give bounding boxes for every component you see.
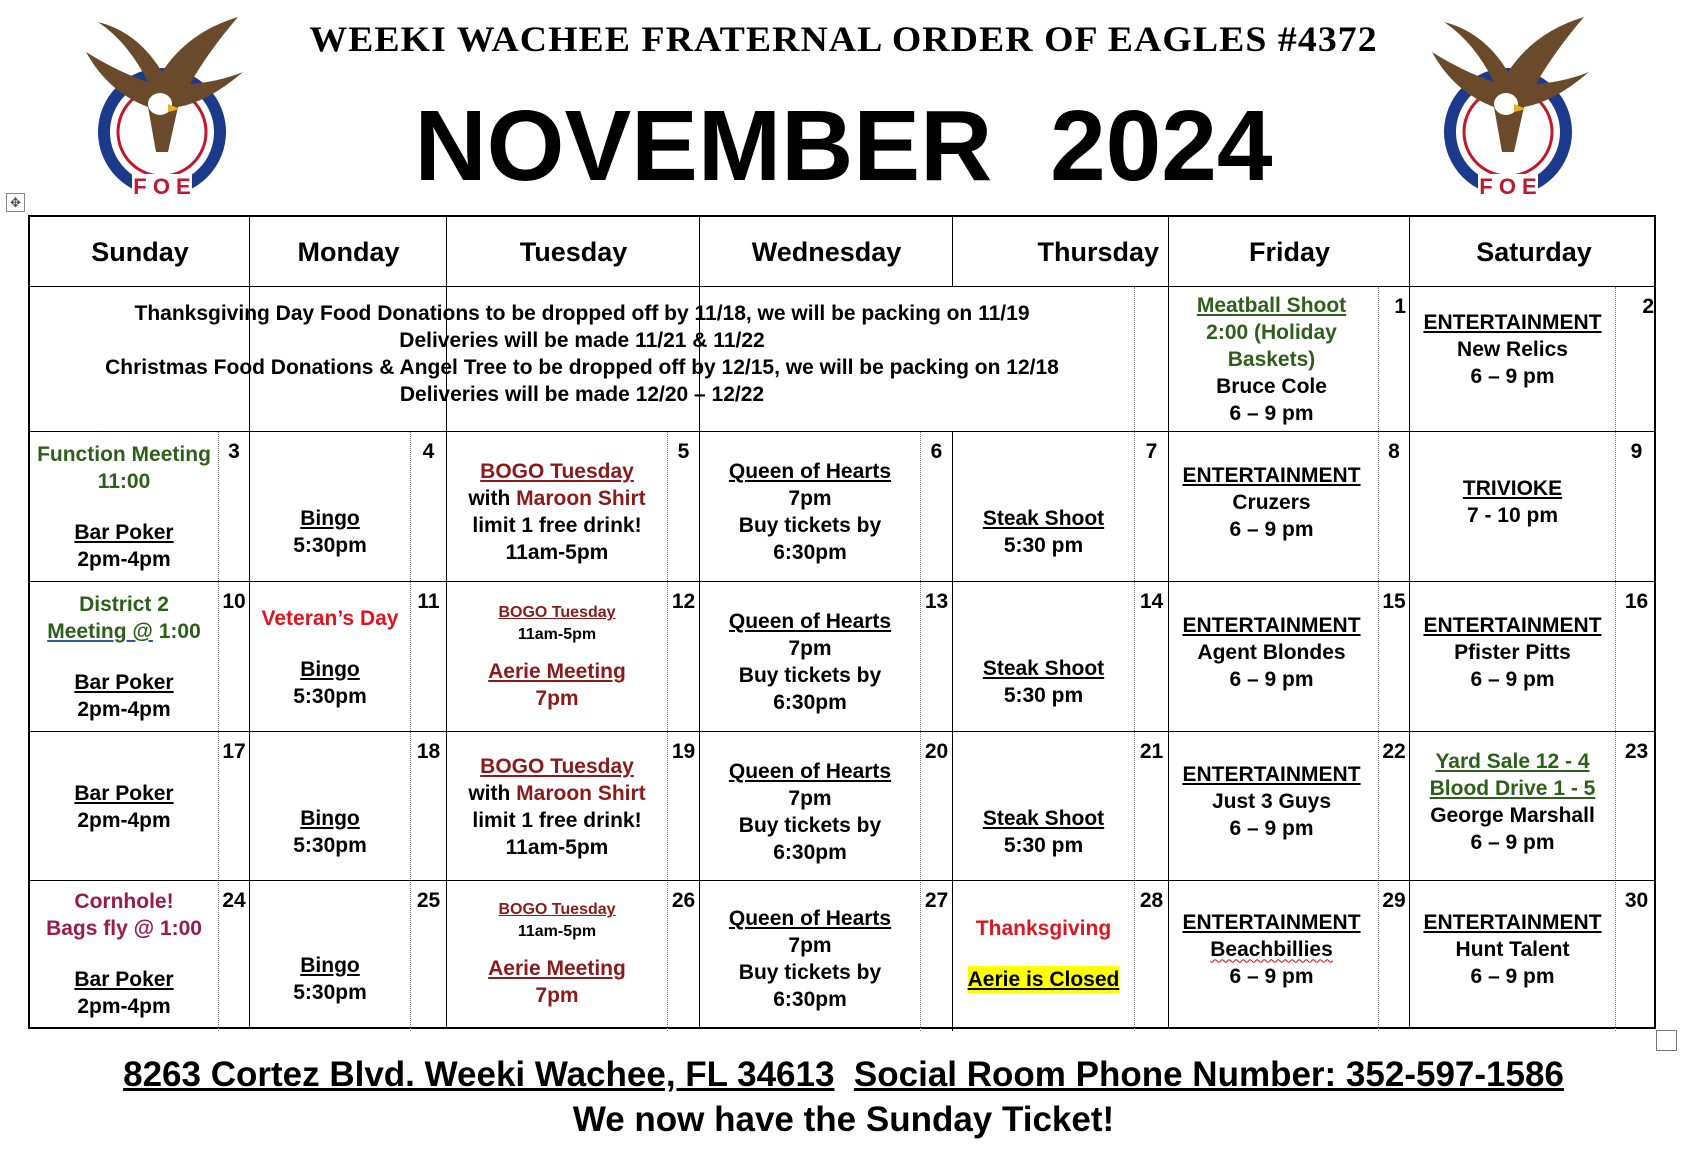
date-number: 14 [1139,590,1164,613]
date-number: 21 [1139,740,1164,763]
date-number: 5 [677,440,690,463]
event-text: Buy tickets by [738,961,882,984]
notice-line: Thanksgiving Day Food Donations to be dropped off by 11/18, we will be packing on 11/19 [134,302,1030,325]
event-title: ENTERTAINMENT [1423,311,1602,334]
performer: Hunt Talent [1455,937,1570,961]
day-header-tuesday: Tuesday [519,236,628,267]
day-header-wednesday: Wednesday [751,236,902,267]
footer-phone: Social Room Phone Number: 352-597-1586 [853,1055,1564,1094]
event-title: Cornhole! [74,890,174,913]
date-number: 11 [417,590,440,613]
event-title: ENTERTAINMENT [1182,910,1361,934]
event-title: TRIVIOKE [1462,477,1563,500]
event-title: Meatball Shoot [1196,294,1347,317]
event-title: Bingo [300,507,360,530]
event-text: Buy tickets by [738,664,882,687]
event-text: Buy tickets by [738,813,882,837]
event-title: Function Meeting [37,443,211,466]
event-text: with [468,781,517,805]
date-number: 25 [416,889,441,912]
table-resize-handle[interactable] [1656,1030,1677,1051]
eagle-emblem-icon [86,17,243,198]
date-number: 4 [422,440,435,463]
event-text: Maroon Shirt [516,487,646,510]
eagle-emblem-icon [1432,17,1589,198]
date-number: 23 [1624,740,1649,763]
event-time: 6 – 9 pm [1229,402,1314,425]
day-cell-1 [1169,287,1410,432]
event-time: 1:00 [152,620,201,643]
event-title: Bar Poker [74,521,174,544]
performer: Pfister Pitts [1454,640,1571,664]
day-cell-24 [30,881,250,1027]
event-text: Buy tickets by [738,514,882,537]
event-title: ENTERTAINMENT [1182,463,1361,487]
footer-contact [0,1055,1687,1095]
event-time: 6:30pm [773,691,847,714]
event-time: 7 - 10 pm [1466,504,1559,527]
footer-note: We now have the Sunday Ticket! [572,1100,1115,1139]
day-cell-25 [250,881,447,1027]
event-time: 11am-5pm [505,835,609,859]
day-cell-13 [700,582,953,732]
day-cell-12 [447,582,700,732]
event-text: limit 1 free drink! [472,808,642,832]
date-number: 2 [1642,295,1654,318]
event-title: Bar Poker [74,671,174,694]
day-cell-19 [447,732,700,881]
day-cell-10 [30,582,250,732]
holiday-label: Veteran’s Day [261,606,399,630]
notice-line: Deliveries will be made 12/20 – 12/22 [399,383,765,406]
event-time: 7pm [535,687,579,710]
org-title: WEEKI WACHEE FRATERNAL ORDER OF EAGLES #4372 [309,19,1378,59]
performer: Beachbillies [1210,937,1333,961]
table-move-handle-icon[interactable]: ✥ [6,193,25,212]
date-number: 9 [1630,440,1643,463]
event-time: 7pm [788,934,832,957]
event-time: 11am-5pm [517,923,597,940]
event-time: 7pm [535,984,579,1007]
day-header-thursday: Thursday [1037,236,1159,267]
day-cell-28 [953,881,1169,1027]
event-time: 2pm-4pm [77,808,171,832]
day-cell-15 [1169,582,1410,732]
event-text: limit 1 free drink! [472,514,642,537]
event-time: 2pm-4pm [77,548,171,571]
event-time: 6:30pm [773,541,847,564]
date-number: 6 [930,440,943,463]
event-time: 7pm [788,487,832,510]
day-header-friday: Friday [1248,236,1331,267]
date-number: 30 [1624,889,1649,912]
day-cell-9 [1410,432,1658,582]
date-number: 27 [924,889,949,912]
event-title: Queen of Hearts [728,907,892,930]
logo-letters: F O E [133,174,191,199]
event-text: with [468,487,517,510]
day-cell-11 [250,582,447,732]
event-title: Queen of Hearts [728,610,892,633]
event-title: BOGO Tuesday [480,460,634,483]
event-title: Steak Shoot [982,806,1105,830]
event-text: Baskets) [1227,348,1316,371]
day-cell-17 [30,732,250,881]
day-cell-18 [250,732,447,881]
day-cell-30 [1410,881,1658,1027]
performer: George Marshall [1430,803,1595,827]
day-cell-3 [30,432,250,582]
event-time: 6 – 9 pm [1470,667,1555,691]
notice-line: Christmas Food Donations & Angel Tree to be dropped off by 12/15, we will be packing on 12/18 [105,356,1059,379]
event-title: Queen of Hearts [728,759,892,783]
day-cell-20 [700,732,953,881]
holiday-label: Thanksgiving [975,917,1112,940]
performer: New Relics [1457,338,1568,361]
event-time: 5:30 pm [1003,684,1084,707]
event-text: Maroon Shirt [516,781,646,805]
performer: Bruce Cole [1216,375,1327,398]
date-number: 20 [924,740,949,763]
date-number: 18 [416,740,441,763]
event-time: 6 – 9 pm [1470,830,1555,854]
day-header-monday: Monday [297,236,400,267]
event-time: 6 – 9 pm [1229,517,1314,541]
date-number: 16 [1624,590,1649,613]
day-cell-26 [447,881,700,1027]
footer-address: 8263 Cortez Blvd. Weeki Wachee, FL 34613 [123,1055,835,1094]
date-number: 17 [222,740,246,763]
event-title: Yard Sale 12 - 4 [1435,749,1590,773]
day-cell-5 [447,432,700,582]
day-cell-2 [1410,287,1658,432]
event-time: 5:30pm [293,981,367,1004]
closed-notice: Aerie is Closed [967,968,1120,991]
logo-letters: F O E [1479,174,1537,199]
event-time: 6 – 9 pm [1229,817,1314,840]
calendar-table [28,215,1656,1029]
event-time: 11:00 [97,470,151,493]
date-number: 29 [1382,889,1406,912]
event-title: Bar Poker [74,968,174,991]
date-number: 19 [671,740,696,763]
event-time: 6:30pm [773,988,847,1011]
date-number: 8 [1388,440,1400,463]
eagle-logo-left [78,12,246,204]
event-title: Aerie Meeting [488,957,626,980]
event-title: ENTERTAINMENT [1423,910,1602,934]
date-number: 13 [924,590,949,613]
eagle-logo-right [1424,12,1592,204]
event-title: Queen of Hearts [728,460,892,483]
event-time: 5:30 pm [1003,833,1084,857]
date-number: 7 [1145,440,1158,463]
date-number: 22 [1382,740,1406,763]
event-time: 6:30pm [773,840,847,864]
event-time: 5:30pm [293,684,367,708]
event-text: Bags fly @ 1:00 [46,917,202,940]
event-time: 5:30pm [293,833,367,857]
event-time: 6 – 9 pm [1470,365,1555,388]
event-title: Aerie Meeting [488,660,626,683]
date-number: 1 [1394,295,1406,318]
event-title: Bingo [300,806,360,830]
day-cell-27 [700,881,953,1027]
event-title: Bingo [300,954,360,977]
event-time: 7pm [788,786,832,810]
event-time: 7pm [788,637,832,660]
event-text: 2:00 (Holiday [1206,321,1337,344]
date-number: 28 [1139,889,1164,912]
day-cell-7 [953,432,1169,582]
day-cell-16 [1410,582,1658,732]
event-title: BOGO Tuesday [498,901,616,918]
day-cell-29 [1169,881,1410,1027]
date-number: 24 [222,889,246,912]
month-title: NOVEMBER 2024 [414,90,1273,202]
event-title: District 2 [79,593,169,616]
event-title: Bar Poker [74,781,174,805]
day-cell-22 [1169,732,1410,881]
performer: Cruzers [1232,490,1311,514]
donation-notice [30,300,1134,408]
event-time: 2pm-4pm [77,995,171,1018]
date-number: 15 [1382,590,1406,613]
event-time: 11am-5pm [517,626,597,643]
event-time: 5:30 pm [1003,534,1084,557]
day-cell-14 [953,582,1169,732]
event-title: ENTERTAINMENT [1423,613,1602,637]
event-title: BOGO Tuesday [480,754,634,778]
performer: Agent Blondes [1197,640,1346,664]
day-cell-4 [250,432,447,582]
date-number: 10 [222,590,246,613]
notice-line: Deliveries will be made 11/21 & 11/22 [399,329,765,352]
event-time: 6 – 9 pm [1229,667,1314,691]
event-title: Meeting @ [47,620,153,643]
event-title: Bingo [300,657,360,681]
event-title: Blood Drive 1 - 5 [1429,776,1596,800]
event-time: 6 – 9 pm [1229,964,1314,988]
date-number: 26 [671,889,696,912]
event-title: BOGO Tuesday [498,604,616,621]
event-time: 5:30pm [293,534,367,557]
date-number: 3 [228,440,240,463]
event-time: 2pm-4pm [77,698,171,721]
date-number: 12 [671,590,696,613]
performer: Just 3 Guys [1211,790,1332,813]
day-cell-8 [1169,432,1410,582]
event-title: ENTERTAINMENT [1182,613,1361,637]
event-time: 11am-5pm [505,541,609,564]
event-title: Steak Shoot [982,507,1105,530]
day-header-saturday: Saturday [1476,236,1592,267]
day-cell-6 [700,432,953,582]
day-header-sunday: Sunday [91,236,189,267]
day-cell-21 [953,732,1169,881]
day-cell-23 [1410,732,1658,881]
event-title: ENTERTAINMENT [1182,763,1361,786]
event-title: Steak Shoot [982,657,1105,680]
event-time: 6 – 9 pm [1470,964,1555,988]
